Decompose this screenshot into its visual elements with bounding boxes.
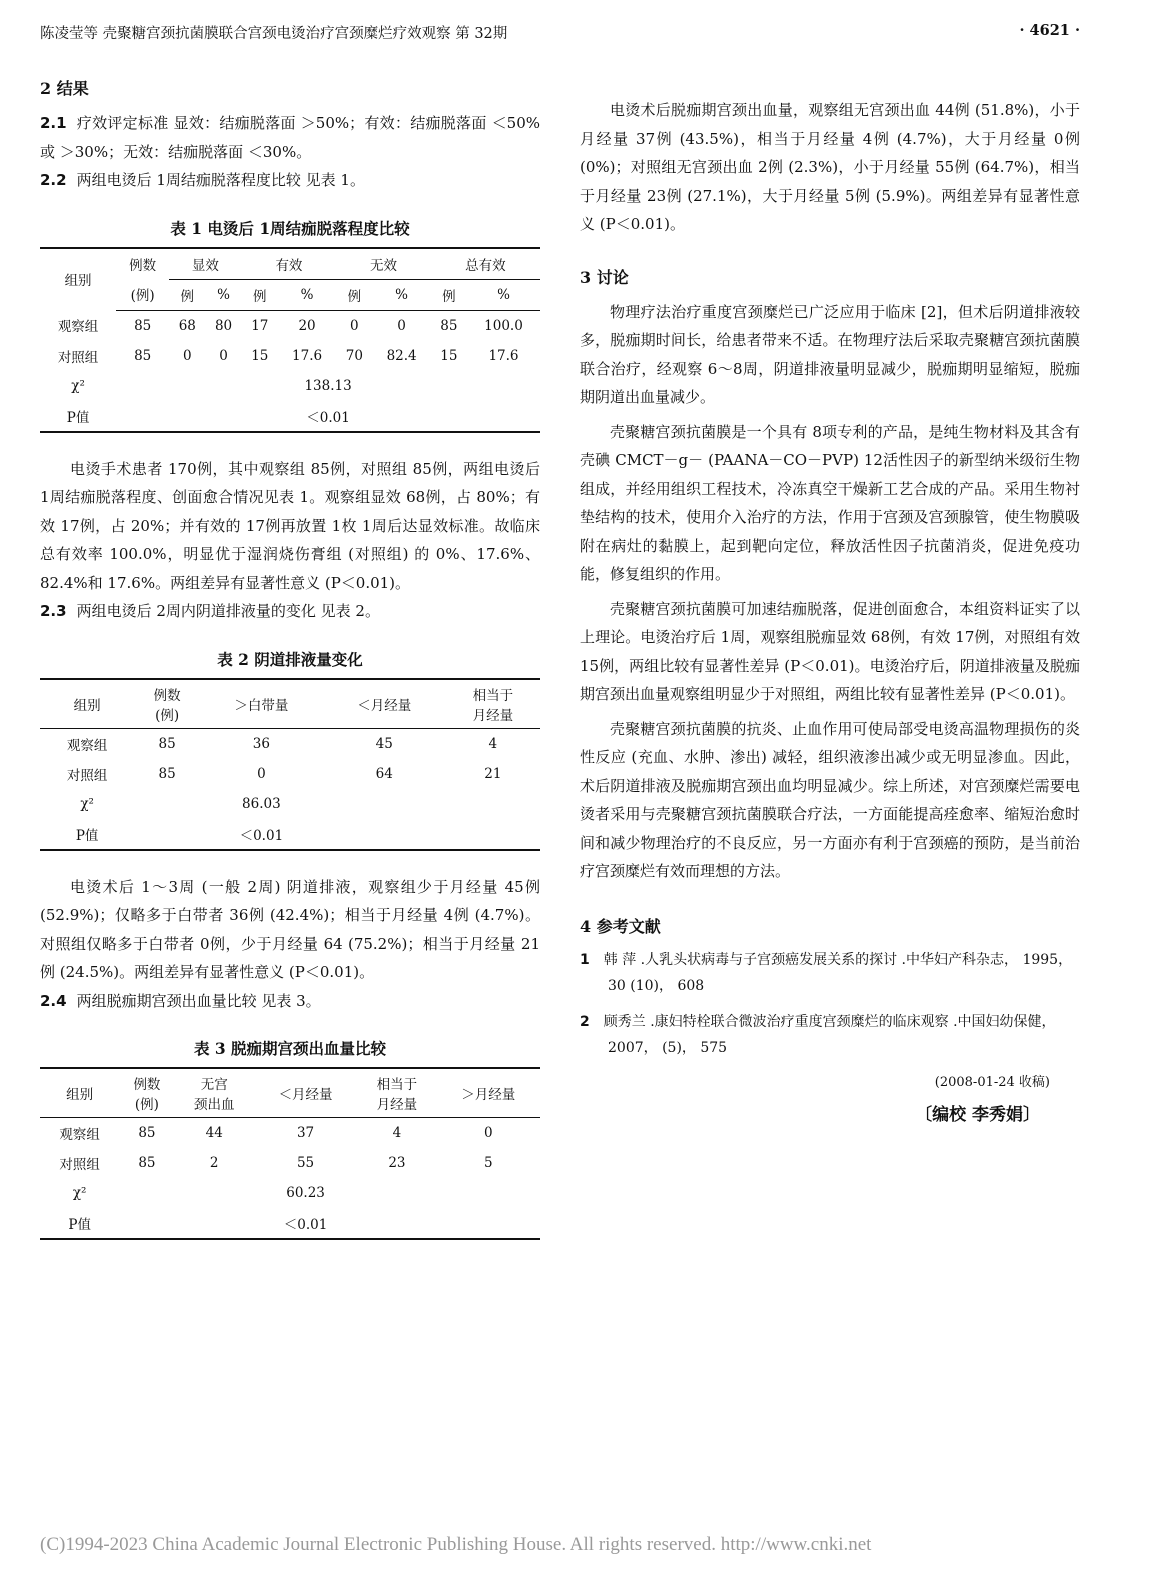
section-references-heading: 4 参考文献 (580, 916, 661, 936)
right-column (580, 96, 1080, 1125)
subsection-2-2: 2.2 两组电烫后 1周结痂脱落程度比较 见表 1。 (40, 171, 365, 189)
table-1: 组别 例数 显效 有效 无效 总有效 (例) 例 % 例 % 例 % 例 % 观察组 85 68 80 17 20 0 0 85 100.0 对照组 85 0 0 15 17.6 70 82.4 15 17.6 χ² 138.13 P值 ＜0.01 (40, 247, 540, 433)
subsection-2-4: 2.4 两组脱痂期宫颈出血量比较 见表 3。 (40, 991, 321, 1010)
p-row: P值 ＜0.01 (75, 827, 284, 844)
table-row: 观察组 85 36 45 4 (66, 735, 498, 754)
chi-row: χ² 60.23 (72, 1185, 325, 1201)
header-title: 陈凌莹等 壳聚糖宫颈抗菌膜联合宫颈电烫治疗宫颈糜烂疗效观察 第 32期 (40, 26, 508, 42)
result-paragraph-1: 电烫手术患者 170例，其中观察组 85例，对照组 85例，两组电烫后 1周结痂脱落程度、创面愈合情况见表 1。观察组显效 68例，占 80%；有效 17例，占 20%；并有效的 17例再放置 1枚 1周后达显效标准。故临床总有效率 100.0%，明显优于湿润烧伤膏组 (对照组) 的 0%、17.6%、82.4%和 17.6%。两组差异有显著性意义 (P＜0.01)。 (40, 459, 540, 592)
editor-credit: 〔编校 李秀娟〕 (915, 1104, 1040, 1125)
table1-caption: 表 1 电烫后 1周结痂脱落程度比较 (170, 218, 410, 238)
table-2: 组别 例数 (例) ＞白带量 ＜月经量 相当于 月经量 观察组 85 36 45 4 对照组 85 0 64 21 χ² 86.03 P值 ＜0.01 (40, 678, 540, 851)
bleeding-paragraph: 电烫术后脱痂期宫颈出血量，观察组无宫颈出血 44例 (51.8%)，小于月经量 37例 (43.5%)，相当于月经量 4例 (4.7%)，大于月经量 0例 (0%)；对照组无宫颈出血 2例 (2.3%)，小于月经量 55例 (64.7%)，相当于月经量 23例 (27.1%)，大于月经量 5例 (5.9%)。两组差异有显著性意义 (P＜0.01)。 (580, 101, 1080, 233)
result-paragraph-2: 电烫术后 1～3周 (一般 2周) 阴道排液，观察组少于月经量 45例 (52.9%)；仅略多于白带者 36例 (42.4%)；相当于月经量 4例 (4.7%)。对照组仅略多于白带者 0例，少于月经量 64 (75.2%)；相当于月经量 21例 (24.5%)。两组差异有显著性意义 (P＜0.01)。 (40, 877, 540, 981)
reference-item: 1 韩 萍 .人乳头状病毒与子宫颈癌发展关系的探讨 .中华妇产科杂志， 1995， 30 (10)， 608 (580, 951, 1073, 994)
table2-caption: 表 2 阴道排液量变化 (217, 649, 363, 669)
discussion-paragraph-2: 壳聚糖宫颈抗菌膜是一个具有 8项专利的产品，是纯生物材料及其含有壳碘 CMCT－g－ (PAANA－CO－PVP) 12活性因子的新型纳米级衍生物组成，并经用组织工程技术，冷冻真空干燥新工艺合成的产品。采用生物衬垫结构的技术，使用介入治疗的方法，作用于宫颈及宫颈腺管，使生物膜吸附在病灶的黏膜上，起到靶向定位，释放活性因子抗菌消炎，促进免疫功能，修复组织的作用。 (580, 422, 1080, 583)
section-results-heading: 2 结果 (40, 79, 89, 98)
discussion-paragraph-1: 物理疗法治疗重度宫颈糜烂已广泛应用于临床 [2]，但术后阴道排液较多，脱痂期时间长，给患者带来不适。在物理疗法后采取壳聚糖宫颈抗菌膜联合治疗，经观察 6～8周，阴道排液量明显减少，脱痂期明显缩短，脱痂期阴道出血量减少。 (580, 302, 1080, 406)
table-row: 观察组 85 68 80 17 20 0 0 85 100.0 (57, 317, 523, 336)
subsection-2-1: 2.1 疗效评定标准 显效：结痂脱落面 ＞50%；有效：结痂脱落面 ＜50%或 ＞30%；无效：结痂脱落面 ＜30%。 (40, 114, 540, 161)
table3-caption: 表 3 脱痂期宫颈出血量比较 (193, 1039, 387, 1058)
table-row: 对照组 85 2 55 23 5 (59, 1155, 493, 1173)
copyright-footer: (C)1994-2023 China Academic Journal Electronic Publishing House. All rights reserved. http://www.cnki.net (40, 1534, 872, 1555)
reference-item: 2 顾秀兰 .康妇特栓联合微波治疗重度宫颈糜烂的临床观察 .中国妇幼保健， 2007， (5)， 575 (580, 1013, 1056, 1056)
received-date: (2008-01-24 收稿) (934, 1074, 1050, 1090)
left-column (40, 70, 540, 1240)
running-header (40, 22, 1120, 46)
table-row: 对照组 85 0 64 21 (66, 765, 502, 784)
discussion-paragraph-3: 壳聚糖宫颈抗菌膜可加速结痂脱落，促进创面愈合，本组资料证实了以上理论。电烫治疗后 1周，观察组脱痂显效 68例，有效 17例，对照组有效 15例，两组比较有显著性差异 (P＜0.01)。电烫治疗后，阴道排液量及脱痂期宫颈出血量观察组明显少于对照组，两组比较有显著性差异 (P＜0.01)。 (580, 599, 1080, 703)
discussion-paragraph-4: 壳聚糖宫颈抗菌膜的抗炎、止血作用可使局部受电烫高温物理损伤的炎性反应 (充血、水肿、渗出) 减轻，组织液渗出减少或无明显渗血。因此，术后阴道排液及脱痂期宫颈出血均明显减少。综上所述，对宫颈糜烂需要电烫者采用与壳聚糖宫颈抗菌膜联合疗法，一方面能提高痊愈率、缩短治愈时间和减少物理治疗的不良反应，另一方面亦有利于宫颈癌的预防，是当前治疗宫颈糜烂有效而理想的方法。 (580, 719, 1080, 880)
table-3: 组别 例数 (例) 无宫 颈出血 ＜月经量 相当于 月经量 ＞月经量 观察组 85 44 37 4 0 对照组 85 2 55 23 5 χ² 60.23 P值 ＜0.01 (40, 1067, 540, 1240)
p-row: P值 ＜0.01 (68, 1217, 328, 1233)
page-number: · 4621 · (1019, 22, 1080, 39)
table-row: 观察组 85 44 37 4 0 (59, 1125, 493, 1143)
chi-row: χ² 86.03 (80, 795, 281, 812)
p-row: P值 ＜0.01 (66, 409, 350, 426)
subsection-2-3: 2.3 两组电烫后 2周内阴道排液量的变化 见表 2。 (40, 602, 380, 620)
table-row: 对照组 85 0 0 15 17.6 70 82.4 15 17.6 (57, 347, 519, 366)
chi-row: χ² 138.13 (71, 377, 352, 394)
section-discussion-heading: 3 讨论 (580, 267, 629, 287)
